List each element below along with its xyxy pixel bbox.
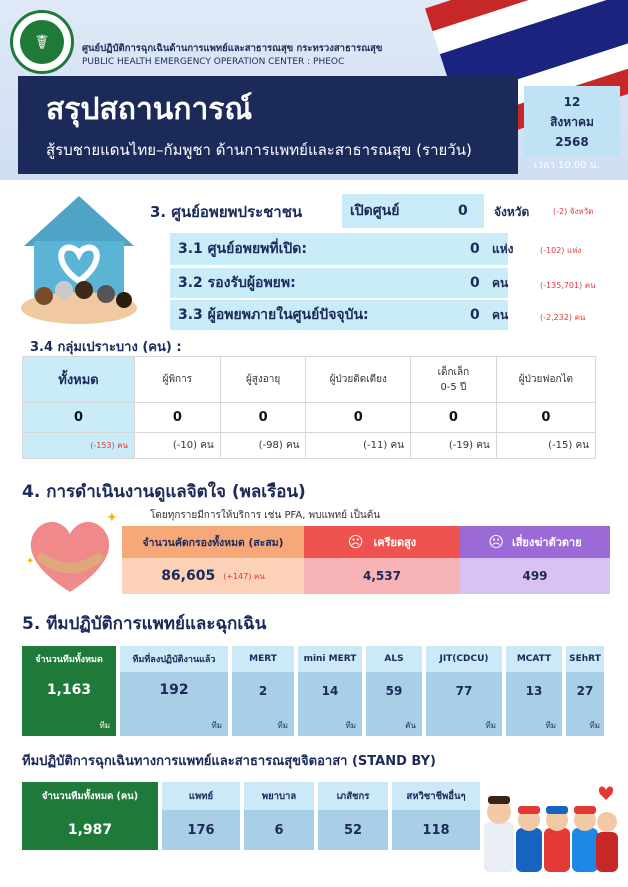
stress-header bbox=[304, 526, 460, 558]
vulnerable-header: ผู้สูงอายุ bbox=[220, 357, 306, 403]
vulnerable-diff-total: (-153) คน bbox=[23, 433, 135, 459]
open-value: 0 bbox=[458, 203, 468, 219]
ministry-logo-icon: ☤ bbox=[10, 10, 74, 74]
team-total-unit: ทีม bbox=[99, 721, 110, 730]
sad-face-icon: ☹ bbox=[347, 533, 364, 551]
row-3-3-value: 0 bbox=[470, 307, 480, 323]
team-mini-mert-value: 14 bbox=[321, 684, 339, 698]
team-header-als: ALS bbox=[366, 646, 422, 672]
row-3-3-unit: คน bbox=[492, 307, 509, 322]
vulnerable-header: ผู้ป่วยฟอกไต bbox=[496, 357, 595, 403]
row-3-2-diff: (-135,701) คน bbox=[540, 281, 596, 290]
date-year: 2568 bbox=[555, 135, 589, 149]
team-header-sehrt: SEhRT bbox=[566, 646, 604, 672]
section4-note: โดยทุกรายมีการให้บริการ เช่น PFA, พบแพทย์ เป็นต้น bbox=[150, 510, 381, 521]
team-total-box bbox=[22, 672, 116, 736]
row-3-2 bbox=[170, 268, 508, 298]
vulnerable-value: 0 bbox=[135, 403, 221, 433]
worried-face-icon: ☹ bbox=[488, 533, 504, 551]
open-label: เปิดศูนย์ bbox=[350, 203, 400, 219]
svg-text:✦: ✦ bbox=[26, 556, 35, 567]
team-als-box bbox=[366, 672, 422, 736]
team-mert-box bbox=[232, 672, 294, 736]
report-time: เวลา 10.00 น. bbox=[534, 160, 600, 171]
row-3-1-value: 0 bbox=[470, 241, 480, 257]
team-mert-unit: ทีม bbox=[277, 721, 288, 730]
shelter-house-icon bbox=[14, 186, 144, 326]
screened-label: จำนวนคัดกรองทั้งหมด (สะสม) bbox=[122, 526, 304, 558]
vulnerable-value-total: 0 bbox=[23, 403, 135, 433]
row-3-1 bbox=[170, 233, 514, 265]
team-sehrt-box bbox=[566, 672, 604, 736]
standby-nurse-value: 6 bbox=[244, 810, 314, 850]
stress-label: เครียดสูง bbox=[373, 536, 417, 549]
date-day: 12 bbox=[563, 95, 581, 109]
team-mini-mert-unit: ทีม bbox=[345, 721, 356, 730]
standby-header-nurse: พยาบาล bbox=[244, 782, 314, 810]
standby-header-pharmacist: เภสัชกร bbox=[318, 782, 388, 810]
section5-title: 5. ทีมปฏิบัติการแพทย์และฉุกเฉิน bbox=[22, 614, 267, 634]
team-mini-mert-box bbox=[298, 672, 362, 736]
vulnerable-header-total: ทั้งหมด bbox=[23, 357, 135, 403]
row-3-1-diff: (-102) แห่ง bbox=[540, 246, 582, 255]
section4-title: 4. การดำเนินงานดูแลจิตใจ (พลเรือน) bbox=[22, 482, 306, 502]
vulnerable-value: 0 bbox=[496, 403, 595, 433]
page-title: สรุปสถานการณ์ bbox=[46, 92, 253, 127]
date-box bbox=[524, 86, 620, 156]
open-centers-box bbox=[342, 194, 484, 228]
vulnerable-diff: (-11) คน bbox=[306, 433, 411, 459]
team-deployed-box bbox=[120, 672, 228, 736]
vulnerable-title: 3.4 กลุ่มเปราะบาง (คน) : bbox=[30, 340, 182, 355]
vulnerable-value: 0 bbox=[306, 403, 411, 433]
row-3-1-unit: แห่ง bbox=[492, 241, 514, 256]
standby-doctor-value: 176 bbox=[162, 810, 240, 850]
team-jit-unit: ทีม bbox=[485, 721, 496, 730]
vulnerable-header: ผู้พิการ bbox=[135, 357, 221, 403]
team-mcatt-box bbox=[506, 672, 562, 736]
team-als-unit: คัน bbox=[405, 721, 416, 730]
standby-title: ทีมปฏิบัติการฉุกเฉินทางการแพทย์และสาธารณสุขจิตอาสา (STAND BY) bbox=[22, 754, 436, 769]
vulnerable-diff: (-10) คน bbox=[135, 433, 221, 459]
open-diff: (-2) จังหวัด bbox=[553, 207, 594, 216]
medical-team-illustration-icon bbox=[480, 782, 620, 882]
team-deployed-value: 192 bbox=[159, 682, 189, 698]
row-3-3-diff: (-2,232) คน bbox=[540, 313, 586, 322]
team-deployed-unit: ทีม bbox=[211, 721, 222, 730]
team-header-mini-mert: mini MERT bbox=[298, 646, 362, 672]
page-subtitle: สู้รบชายแดนไทย–กัมพูชา ด้านการแพทย์และสาธารณสุข (รายวัน) bbox=[46, 141, 472, 159]
team-jit-box bbox=[426, 672, 502, 736]
team-sehrt-unit: ทีม bbox=[589, 721, 600, 730]
vulnerable-value: 0 bbox=[411, 403, 497, 433]
suicide-label: เสี่ยงฆ่าตัวตาย bbox=[511, 536, 582, 549]
team-sehrt-value: 27 bbox=[576, 684, 594, 698]
suicide-header bbox=[460, 526, 610, 558]
section3-title: 3. ศูนย์อพยพประชาชน bbox=[150, 203, 303, 221]
vulnerable-table bbox=[22, 356, 596, 459]
org-name-english: PUBLIC HEALTH EMERGENCY OPERATION CENTER : PHEOC bbox=[82, 57, 345, 67]
open-unit: จังหวัด bbox=[494, 205, 530, 219]
suicide-value: 499 bbox=[460, 558, 610, 594]
standby-header-doctor: แพทย์ bbox=[162, 782, 240, 810]
row-3-3-label: 3.3 ผู้อพยพภายในศูนย์ปัจจุบัน: bbox=[178, 307, 369, 323]
vulnerable-diff: (-15) คน bbox=[496, 433, 595, 459]
team-mert-value: 2 bbox=[258, 684, 268, 698]
vulnerable-diff: (-98) คน bbox=[220, 433, 306, 459]
team-table bbox=[22, 646, 604, 736]
standby-header-other: สหวิชาชีพอื่นๆ bbox=[392, 782, 480, 810]
vulnerable-value: 0 bbox=[220, 403, 306, 433]
team-mcatt-value: 13 bbox=[525, 684, 543, 698]
screened-value-box bbox=[122, 558, 304, 594]
team-header-total: จำนวนทีมทั้งหมด bbox=[22, 646, 116, 672]
team-header-deployed: ทีมที่ลงปฏิบัติงานแล้ว bbox=[120, 646, 228, 672]
vulnerable-header: เด็กเล็ก 0-5 ปี bbox=[411, 357, 497, 403]
standby-pharmacist-value: 52 bbox=[318, 810, 388, 850]
screened-value: 86,605 bbox=[161, 568, 216, 584]
team-mcatt-unit: ทีม bbox=[545, 721, 556, 730]
standby-total-value: 1,987 bbox=[22, 810, 158, 850]
team-header-mert: MERT bbox=[232, 646, 294, 672]
team-total-value: 1,163 bbox=[46, 682, 92, 698]
row-3-2-value: 0 bbox=[470, 275, 480, 291]
row-3-2-label: 3.2 รองรับผู้อพยพ: bbox=[178, 275, 296, 291]
org-name-thai: ศูนย์ปฏิบัติการฉุกเฉินด้านการแพทย์และสาธารณสุข กระทรวงสาธารณสุข bbox=[82, 43, 383, 54]
standby-other-value: 118 bbox=[392, 810, 480, 850]
team-als-value: 59 bbox=[385, 684, 403, 698]
team-header-jit: JIT(CDCU) bbox=[426, 646, 502, 672]
row-3-2-unit: คน bbox=[492, 275, 509, 290]
team-header-mcatt: MCATT bbox=[506, 646, 562, 672]
vulnerable-header: ผู้ป่วยติดเตียง bbox=[306, 357, 411, 403]
svg-text:✦: ✦ bbox=[106, 510, 118, 526]
date-month: สิงหาคม bbox=[550, 115, 594, 129]
hugging-heart-icon bbox=[22, 508, 118, 598]
screened-diff: (+147) คน bbox=[223, 571, 265, 581]
vulnerable-diff: (-19) คน bbox=[411, 433, 497, 459]
team-jit-value: 77 bbox=[455, 684, 473, 698]
row-3-3 bbox=[170, 300, 508, 330]
standby-header-total: จำนวนทีมทั้งหมด (คน) bbox=[22, 782, 158, 810]
row-3-1-label: 3.1 ศูนย์อพยพที่เปิด: bbox=[178, 241, 307, 257]
stress-value: 4,537 bbox=[304, 558, 460, 594]
